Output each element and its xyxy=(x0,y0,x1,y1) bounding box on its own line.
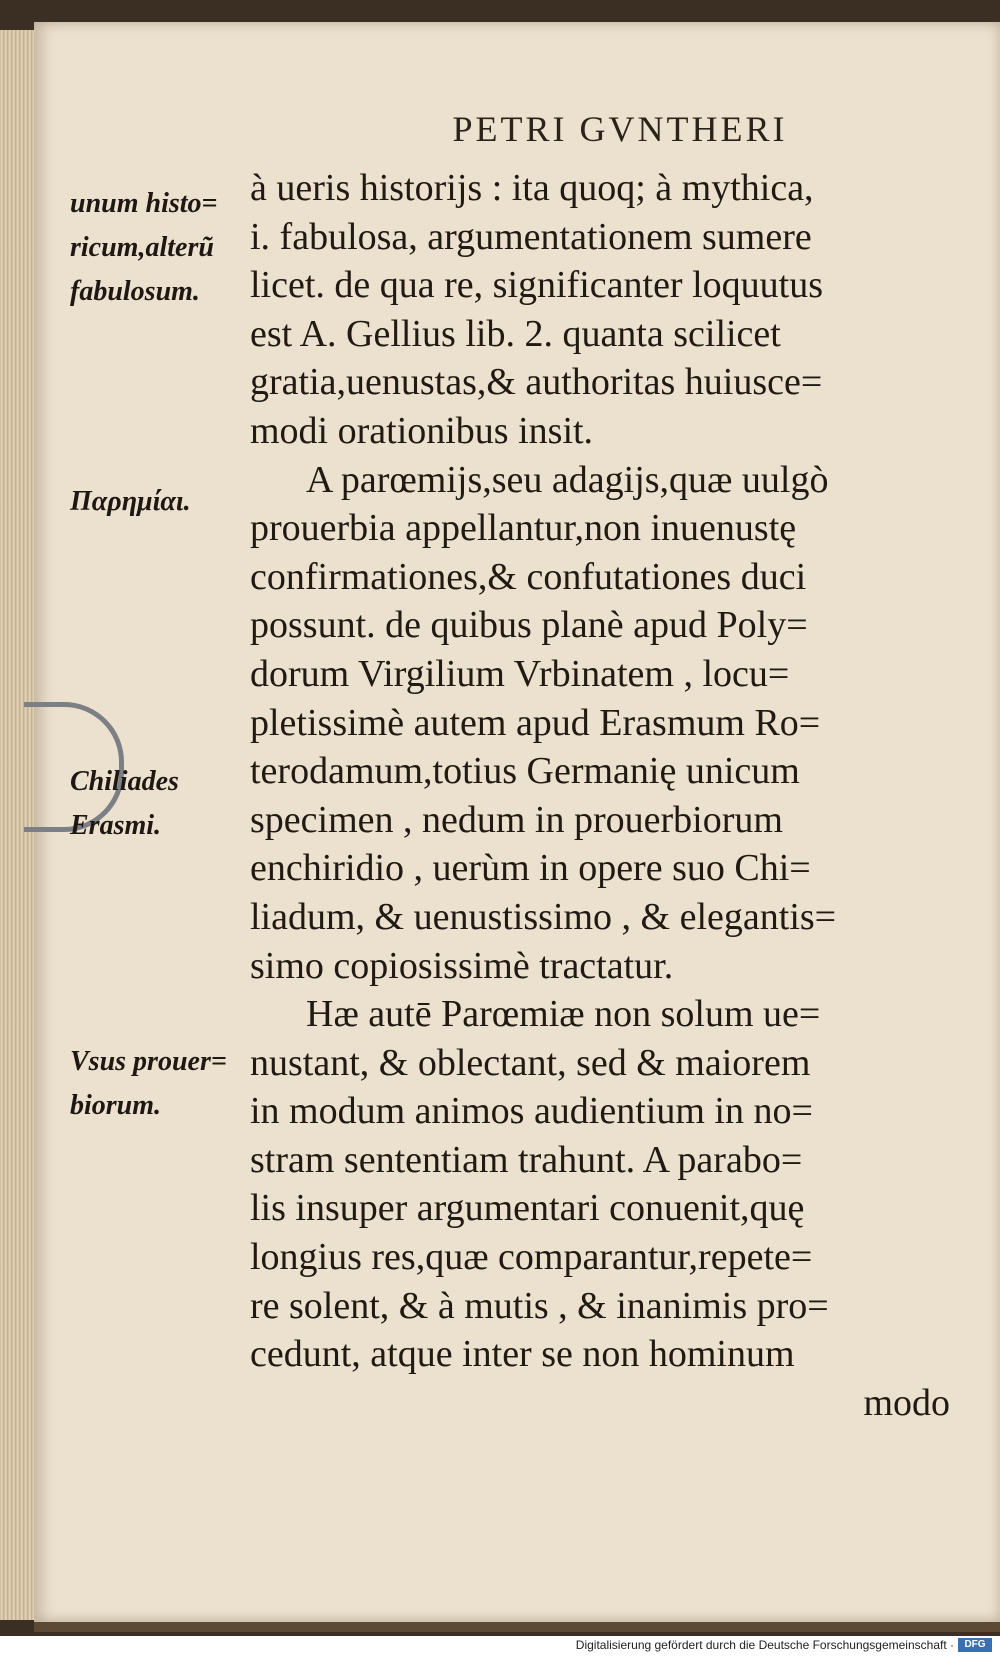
marginal-note-line: Vsus prouer= xyxy=(70,1046,227,1077)
text-line: enchiridio , uerùm in opere suo Chi= xyxy=(250,847,811,890)
text-line: est A. Gellius lib. 2. quanta scilicet xyxy=(250,312,781,355)
text-line: pletissimè autem apud Erasmum Ro= xyxy=(250,701,821,744)
text-line: stram sententiam trahunt. A parabo= xyxy=(250,1138,803,1181)
text-line: re solent, & à mutis , & inanimis pro= xyxy=(250,1284,829,1327)
text-line: in modum animos audientium in no= xyxy=(250,1090,813,1133)
text-line: nustant, & oblectant, sed & maiorem xyxy=(250,1041,811,1084)
text-line: possunt. de quibus planè apud Poly= xyxy=(250,604,808,647)
catchword: modo xyxy=(863,1381,950,1424)
marginal-note-histories xyxy=(70,182,270,314)
text-line: liadum, & uenustissimo , & elegantis= xyxy=(250,895,837,938)
marginal-note-line: Chiliades xyxy=(70,766,179,797)
running-head: PETRI GVNTHERI xyxy=(452,109,788,149)
text-line: simo copiosissimè tractatur. xyxy=(250,944,674,987)
text-line: longius res,quæ comparantur,repete= xyxy=(250,1236,813,1279)
text-line: modi orationibus insit. xyxy=(250,409,594,452)
text-line: terodamum,totius Germanię unicum xyxy=(250,750,800,793)
marginal-note-line: Παρημίαι. xyxy=(70,486,191,517)
marginal-note-line: Erasmi. xyxy=(70,810,162,841)
marginal-note-paroemiae xyxy=(70,480,270,524)
marginal-note-chiliades xyxy=(70,760,270,848)
text-line: confirmationes,& confutationes duci xyxy=(250,555,807,598)
text-line: cedunt, atque inter se non hominum xyxy=(250,1333,795,1376)
marginal-note-line: unum histo= xyxy=(70,188,218,219)
marginal-note-line: biorum. xyxy=(70,1090,162,1121)
text-line: i. fabulosa, argumentationem sumere xyxy=(250,215,812,258)
footer-credit: Digitalisierung gefördert durch die Deutsche Forschungsgemeinschaft · xyxy=(575,1638,954,1652)
text-line: A parœmijs,seu adagijs,quæ uulgò xyxy=(306,458,829,501)
text-line: gratia,uenustas,& authoritas huiusce= xyxy=(250,361,823,404)
text-line: à ueris historijs : ita quoq; à mythica, xyxy=(250,167,814,209)
dfg-logo: DFG xyxy=(958,1638,992,1652)
text-line: lis insuper argumentari conuenit,quę xyxy=(250,1187,805,1230)
text-line: specimen , nedum in prouerbiorum xyxy=(250,798,783,841)
text-line: prouerbia appellantur,non inuenustę xyxy=(250,507,797,550)
body-text xyxy=(250,164,970,1427)
text-line: licet. de qua re, significanter loquutus xyxy=(250,264,823,307)
text-line: dorum Virgilium Vrbinatem , locu= xyxy=(250,652,790,695)
marginal-note-line: fabulosum. xyxy=(70,276,200,307)
marginal-note-proverb-use xyxy=(70,1040,270,1128)
text-line: Hæ autē Parœmiæ non solum ue= xyxy=(306,993,821,1036)
marginal-note-line: ricum,alterũ xyxy=(70,232,214,263)
